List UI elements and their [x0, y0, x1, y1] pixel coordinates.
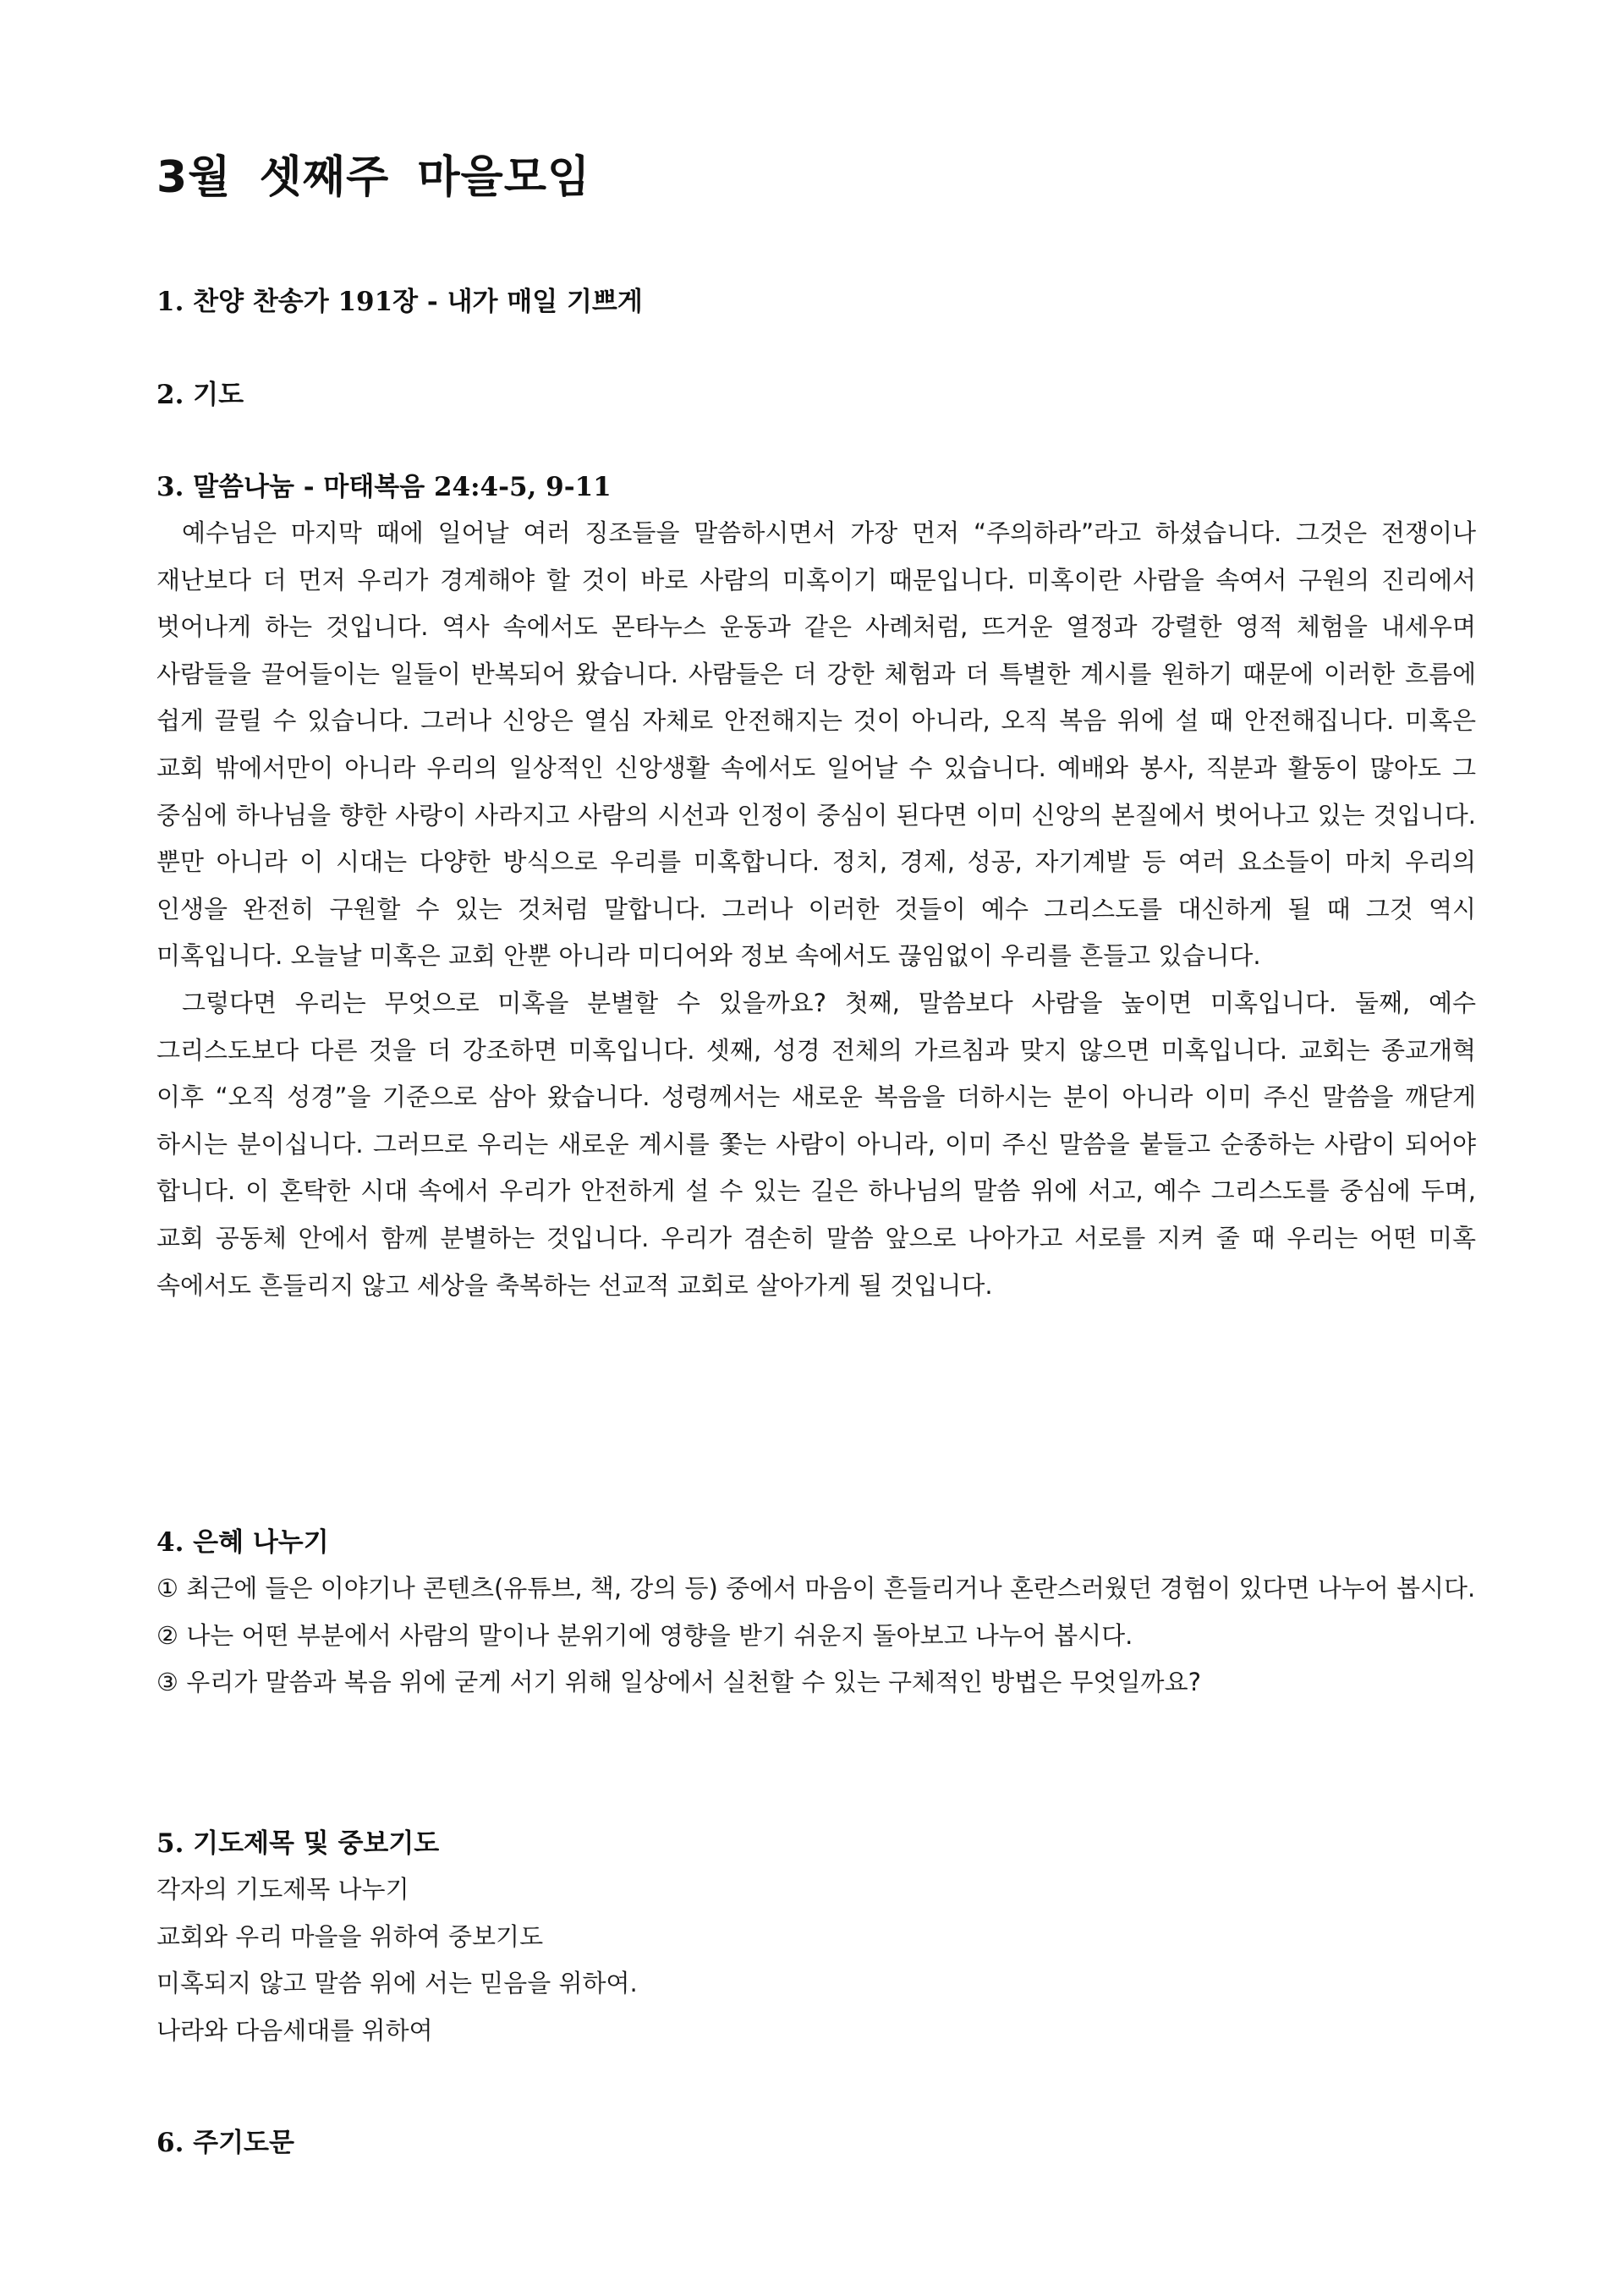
sermon-body [156, 510, 1476, 1309]
section-word-sharing [156, 464, 1476, 1309]
prayer-topic-2: 교회와 우리 마을을 위하여 중보기도 [156, 1921, 544, 1951]
section-heading-lords-prayer: 6. 주기도문 [156, 2128, 294, 2158]
prayer-topic-3: 미혹되지 않고 말씀 위에 서는 믿음을 위하여. [156, 1969, 638, 1998]
section-lords-prayer [156, 2120, 1476, 2166]
discussion-question-1: ① 최근에 들은 이야기나 콘텐츠(유튜브, 책, 강의 등) 중에서 마음이 흔들리거나 혼란스러웠던 경험이 있다면 나누어 봅시다. [156, 1574, 1476, 1603]
prayer-topic-1: 각자의 기도제목 나누기 [156, 1875, 409, 1904]
section-heading-intercession: 5. 기도제목 및 중보기도 [156, 1828, 440, 1859]
section-heading-grace: 4. 은혜 나누기 [156, 1527, 329, 1558]
prayer-topics [156, 1866, 1476, 2054]
discussion-question-2: ② 나는 어떤 부분에서 사람의 말이나 분위기에 영향을 받기 쉬운지 돌아보고 나누어 봅시다. [156, 1620, 1133, 1650]
section-hymn [156, 279, 1476, 325]
page-title: 3월 셋째주 마을모임 [156, 152, 591, 203]
discussion-question-3: ③ 우리가 말씀과 복음 위에 굳게 서기 위해 일상에서 실천할 수 있는 구체적인 방법은 무엇일까요? [156, 1668, 1201, 1697]
section-heading-hymn: 1. 찬양 찬송가 191장 - 내가 매일 기쁘게 [156, 287, 643, 317]
section-intercession [156, 1821, 1476, 2054]
sermon-paragraph-2: 그렇다면 우리는 무엇으로 미혹을 분별할 수 있을까요? 첫째, 말씀보다 사람을 높이면 미혹입니다. 둘째, 예수 그리스도보다 다른 것을 더 강조하면 미혹입니다. 셋째, 성경 전체의 가르침과 맞지 않으면 미혹입니다. 교회는 종교개혁 이후 “오직 성경”을 기준으로 삼아 왔습니다. 성령께서는 새로운 복음을 더하시는 분이 아니라 이미 주신 말씀을 깨닫게 하시는 분이십니다. 그러므로 우리는 새로운 계시를 쫓는 사람이 아니라, 이미 주신 말씀을 붙들고 순종하는 사람이 되어야 합니다. 이 혼탁한 시대 속에서 우리가 안전하게 설 수 있는 길은 하나님의 말씀 위에 서고, 예수 그리스도를 중심에 두며, 교회 공동체 안에서 함께 분별하는 것입니다. 우리가 겸손히 말씀 앞으로 나아가고 서로를 지켜 줄 때 우리는 어떤 미혹 속에서도 흔들리지 않고 세상을 축복하는 선교적 교회로 살아가게 될 것입니다. [156, 988, 1476, 1300]
prayer-topic-4: 나라와 다음세대를 위하여 [156, 2015, 433, 2045]
section-prayer [156, 372, 1476, 418]
discussion-questions [156, 1565, 1476, 1707]
section-heading-word: 3. 말씀나눔 - 마태복음 24:4-5, 9-11 [156, 472, 612, 502]
sermon-paragraph-1: 예수님은 마지막 때에 일어날 여러 징조들을 말씀하시면서 가장 먼저 “주의하라”라고 하셨습니다. 그것은 전쟁이나 재난보다 더 먼저 우리가 경계해야 할 것이 바로 사람의 미혹이기 때문입니다. 미혹이란 사람을 속여서 구원의 진리에서 벗어나게 하는 것입니다. 역사 속에서도 몬타누스 운동과 같은 사례처럼, 뜨거운 열정과 강렬한 영적 체험을 내세우며 사람들을 끌어들이는 일들이 반복되어 왔습니다. 사람들은 더 강한 체험과 더 특별한 계시를 원하기 때문에 이러한 흐름에 쉽게 끌릴 수 있습니다. 그러나 신앙은 열심 자체로 안전해지는 것이 아니라, 오직 복음 위에 설 때 안전해집니다. 미혹은 교회 밖에서만이 아니라 우리의 일상적인 신앙생활 속에서도 일어날 수 있습니다. 예배와 봉사, 직분과 활동이 많아도 그 중심에 하나님을 향한 사랑이 사라지고 사람의 시선과 인정이 중심이 된다면 이미 신앙의 본질에서 벗어나고 있는 것입니다. 뿐만 아니라 이 시대는 다양한 방식으로 우리를 미혹합니다. 정치, 경제, 성공, 자기계발 등 여러 요소들이 마치 우리의 인생을 완전히 구원할 수 있는 것처럼 말합니다. 그러나 이러한 것들이 예수 그리스도를 대신하게 될 때 그것 역시 미혹입니다. 오늘날 미혹은 교회 안뿐 아니라 미디어와 정보 속에서도 끊임없이 우리를 흔들고 있습니다. [156, 518, 1476, 971]
section-heading-prayer: 2. 기도 [156, 380, 244, 410]
section-grace-sharing [156, 1520, 1476, 1707]
